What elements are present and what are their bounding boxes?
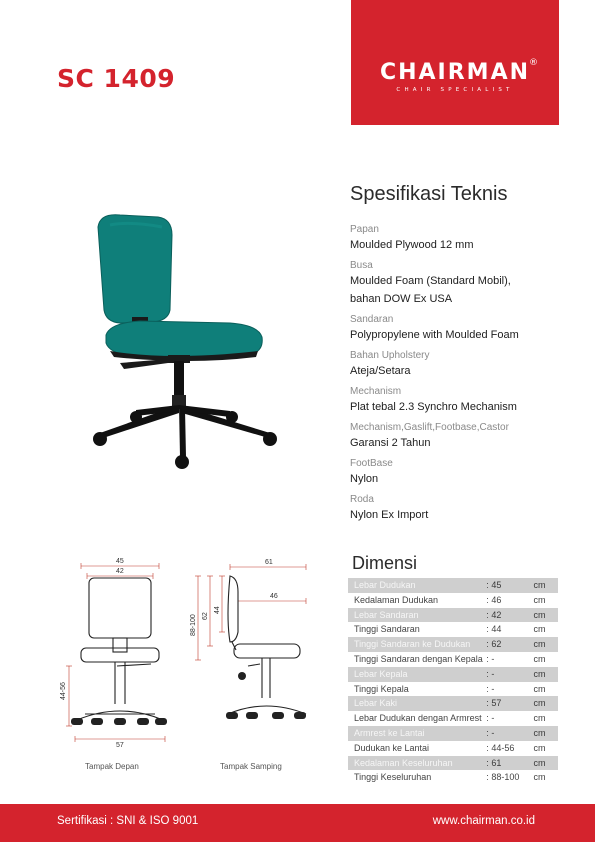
brand-logo bbox=[351, 0, 559, 125]
dim-value: : 62 bbox=[486, 637, 533, 652]
spec-item bbox=[350, 422, 580, 452]
dim-label: Kedalaman Keseluruhan bbox=[348, 756, 486, 771]
spec-value: Garansi 2 Tahun bbox=[350, 437, 431, 449]
front-castors bbox=[71, 718, 167, 725]
dim-back-to-seat: 62 bbox=[202, 612, 209, 620]
dim-unit: cm bbox=[533, 608, 558, 623]
dim-unit: cm bbox=[533, 682, 558, 697]
spec-item bbox=[350, 458, 580, 488]
spec-value: Moulded Foam (Standard Mobil), bahan DOW Ex USA bbox=[350, 275, 511, 305]
table-row bbox=[348, 652, 558, 667]
table-row bbox=[348, 578, 558, 593]
spec-value: Ateja/Setara bbox=[350, 365, 411, 377]
dim-unit: cm bbox=[533, 756, 558, 771]
dim-seat-depth: 46 bbox=[270, 593, 278, 600]
dim-label: Tinggi Keseluruhan bbox=[348, 770, 486, 785]
chair-photo bbox=[80, 205, 295, 475]
model-number: SC 1409 bbox=[57, 64, 176, 93]
spec-item bbox=[350, 260, 580, 308]
dim-unit: cm bbox=[533, 770, 558, 785]
brand-tagline: CHAIR SPECIALIST bbox=[396, 87, 514, 93]
dim-number: 42 bbox=[491, 609, 502, 620]
spec-item bbox=[350, 350, 580, 380]
dim-label: Tinggi Sandaran dengan Kepala bbox=[348, 652, 486, 667]
table-row bbox=[348, 770, 558, 785]
side-castors bbox=[226, 672, 306, 719]
side-chair-outline bbox=[228, 576, 306, 714]
dim-label: Lebar Kepala bbox=[348, 667, 486, 682]
front-view-caption: Tampak Depan bbox=[85, 762, 139, 771]
dim-number: 88-100 bbox=[491, 772, 520, 783]
spec-value: Moulded Plywood 12 mm bbox=[350, 239, 474, 251]
dim-unit: cm bbox=[533, 578, 558, 593]
spec-value: Plat tebal 2.3 Synchro Mechanism bbox=[350, 401, 517, 413]
front-view-drawing bbox=[55, 552, 175, 762]
spec-label: Bahan Upholstery bbox=[350, 350, 430, 361]
footer-bar bbox=[0, 804, 595, 842]
dim-overall-depth: 61 bbox=[265, 559, 273, 566]
dim-number: 57 bbox=[491, 698, 502, 709]
spec-label: FootBase bbox=[350, 458, 393, 469]
dim-value: : 44-56 bbox=[486, 741, 533, 756]
dim-number: 44 bbox=[491, 624, 502, 635]
spec-item bbox=[350, 386, 580, 416]
spec-label: Mechanism bbox=[350, 386, 402, 397]
dimension-table bbox=[348, 578, 558, 785]
dim-unit: cm bbox=[533, 652, 558, 667]
dim-label: Dudukan ke Lantai bbox=[348, 741, 486, 756]
dim-number: - bbox=[491, 727, 495, 738]
dim-label: Tinggi Kepala bbox=[348, 682, 486, 697]
dim-number: 44-56 bbox=[491, 742, 515, 753]
table-row bbox=[348, 593, 558, 608]
dim-number: 45 bbox=[491, 580, 502, 590]
dim-unit: cm bbox=[533, 593, 558, 608]
side-view-drawing bbox=[182, 558, 322, 738]
table-row bbox=[348, 637, 558, 652]
brand-name: CHAIRMAN bbox=[379, 60, 531, 85]
dimension-lines bbox=[195, 564, 306, 660]
dim-unit: cm bbox=[533, 696, 558, 711]
dim-value: : - bbox=[486, 726, 533, 741]
dim-label: Kedalaman Dudukan bbox=[348, 593, 486, 608]
dim-back-height: 44 bbox=[214, 606, 221, 614]
dim-value: : - bbox=[486, 667, 533, 682]
registered-mark: ® bbox=[529, 58, 538, 68]
dim-unit: cm bbox=[533, 711, 558, 726]
spec-item bbox=[350, 494, 580, 524]
dim-unit: cm bbox=[533, 667, 558, 682]
dim-label: Lebar Dudukan dengan Armrest bbox=[348, 711, 486, 726]
spec-value: Polypropylene with Moulded Foam bbox=[350, 329, 519, 341]
dim-number: 62 bbox=[491, 639, 502, 650]
spec-label: Busa bbox=[350, 260, 373, 271]
dim-base-width: 57 bbox=[116, 742, 124, 749]
dim-number: - bbox=[491, 713, 495, 724]
dim-overall-height: 88-100 bbox=[190, 614, 197, 636]
spec-item bbox=[350, 314, 580, 344]
dim-label: Lebar Sandaran bbox=[348, 608, 486, 623]
dim-unit: cm bbox=[533, 741, 558, 756]
dim-seat-height: 44-56 bbox=[60, 682, 67, 700]
dim-number: - bbox=[491, 668, 495, 679]
website-link[interactable]: www.chairman.co.id bbox=[432, 815, 535, 827]
dim-value: : 44 bbox=[486, 622, 533, 637]
spec-list bbox=[350, 224, 580, 530]
table-row bbox=[348, 726, 558, 741]
dim-back-width: 42 bbox=[116, 568, 124, 575]
dim-label: Tinggi Sandaran ke Dudukan bbox=[348, 637, 486, 652]
dim-label: Armrest ke Lantai bbox=[348, 726, 486, 741]
dim-value: : 42 bbox=[486, 608, 533, 623]
dim-value: : - bbox=[486, 711, 533, 726]
table-row bbox=[348, 741, 558, 756]
spec-value: Nylon Ex Import bbox=[350, 509, 429, 521]
spec-label: Mechanism,Gaslift,Footbase,Castor bbox=[350, 422, 509, 433]
spec-label: Papan bbox=[350, 224, 379, 235]
dim-value: : 45 bbox=[486, 578, 533, 593]
dim-label: Tinggi Sandaran bbox=[348, 622, 486, 637]
spec-value: Nylon bbox=[350, 473, 379, 485]
spec-label: Sandaran bbox=[350, 314, 394, 325]
certification-text: Sertifikasi : SNI & ISO 9001 bbox=[57, 815, 199, 827]
table-row bbox=[348, 667, 558, 682]
dim-value: : - bbox=[486, 682, 533, 697]
dim-value: : - bbox=[486, 652, 533, 667]
table-row bbox=[348, 608, 558, 623]
dim-number: 46 bbox=[491, 594, 502, 605]
dim-value: : 57 bbox=[486, 696, 533, 711]
dim-unit: cm bbox=[533, 622, 558, 637]
dim-number: 61 bbox=[491, 757, 502, 768]
dim-unit: cm bbox=[533, 726, 558, 741]
dimension-title: Dimensi bbox=[352, 553, 418, 573]
front-chair-outline bbox=[77, 578, 163, 720]
spec-label: Roda bbox=[350, 494, 374, 505]
spec-title: Spesifikasi Teknis bbox=[350, 183, 508, 205]
dim-value: : 46 bbox=[486, 593, 533, 608]
side-view-caption: Tampak Samping bbox=[220, 762, 282, 771]
spec-item bbox=[350, 224, 580, 254]
table-row bbox=[348, 622, 558, 637]
dim-number: - bbox=[491, 683, 495, 694]
dim-label: Lebar Kaki bbox=[348, 696, 486, 711]
table-row bbox=[348, 696, 558, 711]
table-row bbox=[348, 682, 558, 697]
table-row bbox=[348, 711, 558, 726]
dim-value: : 61 bbox=[486, 756, 533, 771]
dim-unit: cm bbox=[533, 637, 558, 652]
dim-seat-width: 45 bbox=[116, 558, 124, 565]
dim-value: : 88-100 bbox=[486, 770, 533, 785]
dim-label: Lebar Dudukan bbox=[348, 578, 486, 593]
dim-number: - bbox=[491, 653, 495, 664]
table-row bbox=[348, 756, 558, 771]
